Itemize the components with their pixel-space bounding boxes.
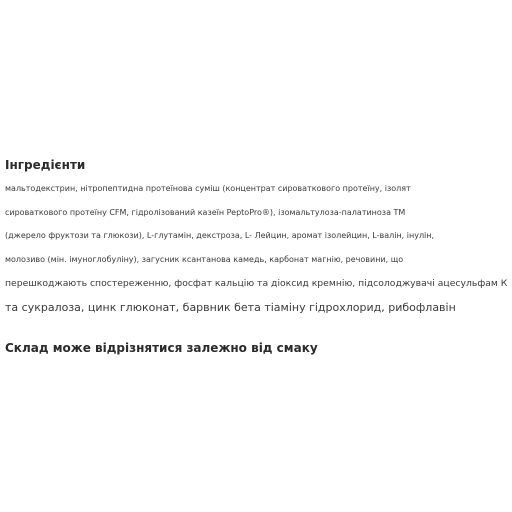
ingredients-line: мальтодекстрин, нітропептидна протеїнова суміш (концентрат сироваткового протеїну, ізолят <box>5 184 411 193</box>
ingredients-text <box>5 177 507 319</box>
ingredients-line: та сукралоза, цинк глюконат, барвник бета тіаміну гідрохлорид, рибофлавін <box>5 300 456 314</box>
ingredients-line: сироваткового протеїну CFM, гідролізований казеїн PeptoPro®), ізомальтулоза-палатиноза ТМ <box>5 207 406 217</box>
ingredients-line: перешкоджають спостереженню, фосфат кальцію та діоксид кремнію, підсолоджувачі ацесульфам К <box>5 277 508 289</box>
ingredients-line: (джерело фруктози та глюкози), L-глутамін, декстроза, L- Лейцин, аромат ізолейцин, L-валін, інулін, <box>5 231 435 241</box>
ingredients-line: молозиво (мін. імуноглобуліну), загусник ксантанова камедь, карбонат магнію, речовини, що <box>5 255 404 265</box>
composition-note: Склад може відрізнятися залежно від смаку <box>5 341 318 355</box>
ingredients-heading: Інгредієнти <box>5 158 86 172</box>
